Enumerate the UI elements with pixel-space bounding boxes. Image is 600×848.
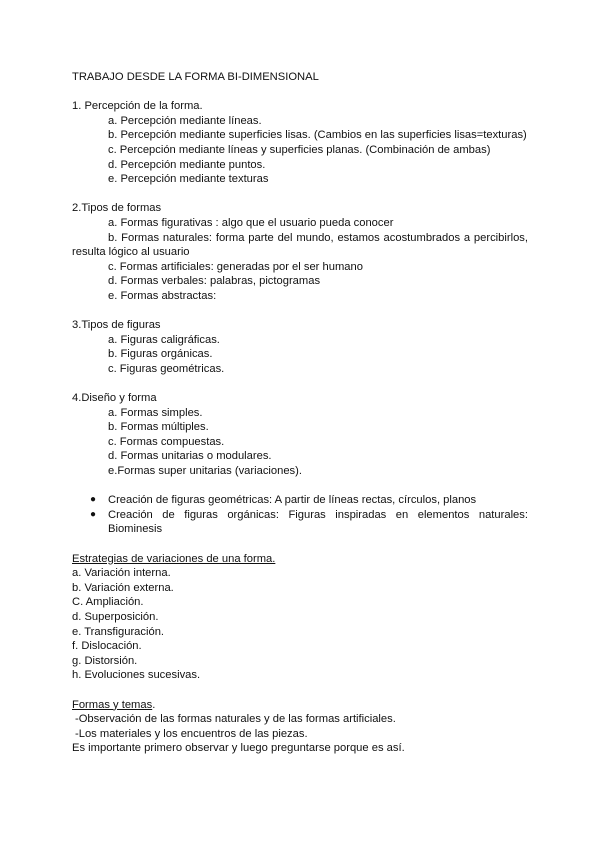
list-item: b. Formas múltiples.: [108, 421, 209, 434]
closing-sentence: Es importante primero observar y luego preguntarse porque es así.: [72, 742, 405, 755]
list-item: a. Formas simples.: [108, 406, 203, 419]
list-item: b. Variación externa.: [72, 581, 174, 594]
section-heading: 3.Tipos de figuras: [72, 319, 161, 332]
list-item: h. Evoluciones sucesivas.: [72, 669, 201, 682]
list-item: d. Formas verbales: palabras, pictogramas: [108, 275, 321, 288]
list-item: c. Figuras geométricas.: [108, 362, 225, 375]
bullet-item: ● Creación de figuras orgánicas: Figuras inspiradas en elementos naturales: Biominesis: [89, 508, 528, 536]
list-item: c. Formas compuestas.: [108, 435, 225, 448]
bullet-icon: ●: [89, 494, 97, 506]
section-heading: 2.Tipos de formas: [72, 202, 162, 215]
section-form-types: [72, 201, 528, 303]
section-variation-strategies: [72, 552, 528, 683]
list-item: e. Transfiguración.: [72, 625, 165, 638]
list-item: a. Figuras caligráficas.: [108, 333, 220, 346]
section-forms-themes: [72, 698, 528, 756]
list-item: C. Ampliación.: [72, 596, 144, 609]
list-item: -Los materiales y los encuentros de las piezas.: [75, 727, 308, 740]
document-body: [72, 70, 528, 756]
list-item: a. Formas figurativas : algo que el usuario pueda conocer: [108, 216, 394, 229]
list-item: b. Formas naturales: forma parte del mundo, estamos acostumbrados a percibirlos,: [108, 231, 528, 244]
section-heading: 1. Percepción de la forma.: [72, 100, 203, 113]
document-title: TRABAJO DESDE LA FORMA BI-DIMENSIONAL: [72, 71, 319, 83]
list-item: a. Variación interna.: [72, 567, 171, 580]
list-item: e. Percepción mediante texturas: [108, 173, 269, 186]
list-item: e.Formas super unitarias (variaciones).: [108, 465, 302, 478]
list-item: e. Formas abstractas:: [108, 289, 217, 302]
list-item: g. Distorsión.: [72, 654, 138, 667]
section-perception: [72, 99, 528, 187]
section-figure-types: [72, 318, 528, 376]
list-item: f. Dislocación.: [72, 640, 142, 653]
list-item: b. Figuras orgánicas.: [108, 348, 213, 361]
bullet-item: ● Creación de figuras geométricas: A partir de líneas rectas, círculos, planos: [89, 494, 477, 507]
bullet-icon: ●: [89, 508, 97, 520]
list-item: d. Percepción mediante puntos.: [108, 158, 266, 171]
section-design-form: [72, 391, 528, 537]
list-item: b. Percepción mediante superficies lisas. (Cambios en las superficies lisas=texturas): [108, 129, 527, 142]
list-item: d. Superposición.: [72, 610, 159, 623]
list-item: a. Percepción mediante líneas.: [108, 114, 262, 127]
section-heading: Formas y temas.: [72, 698, 156, 711]
list-item-continuation: resulta lógico al usuario: [72, 246, 190, 259]
list-item: c. Percepción mediante líneas y superficies planas. (Combinación de ambas): [108, 143, 491, 156]
section-heading: Estrategias de variaciones de una forma.: [72, 552, 276, 565]
bullet-list: [72, 493, 528, 537]
list-item: c. Formas artificiales: generadas por el ser humano: [108, 260, 363, 273]
list-item: d. Formas unitarias o modulares.: [108, 450, 272, 463]
section-heading: 4.Diseño y forma: [72, 392, 157, 405]
list-item: -Observación de las formas naturales y de las formas artificiales.: [75, 713, 396, 726]
